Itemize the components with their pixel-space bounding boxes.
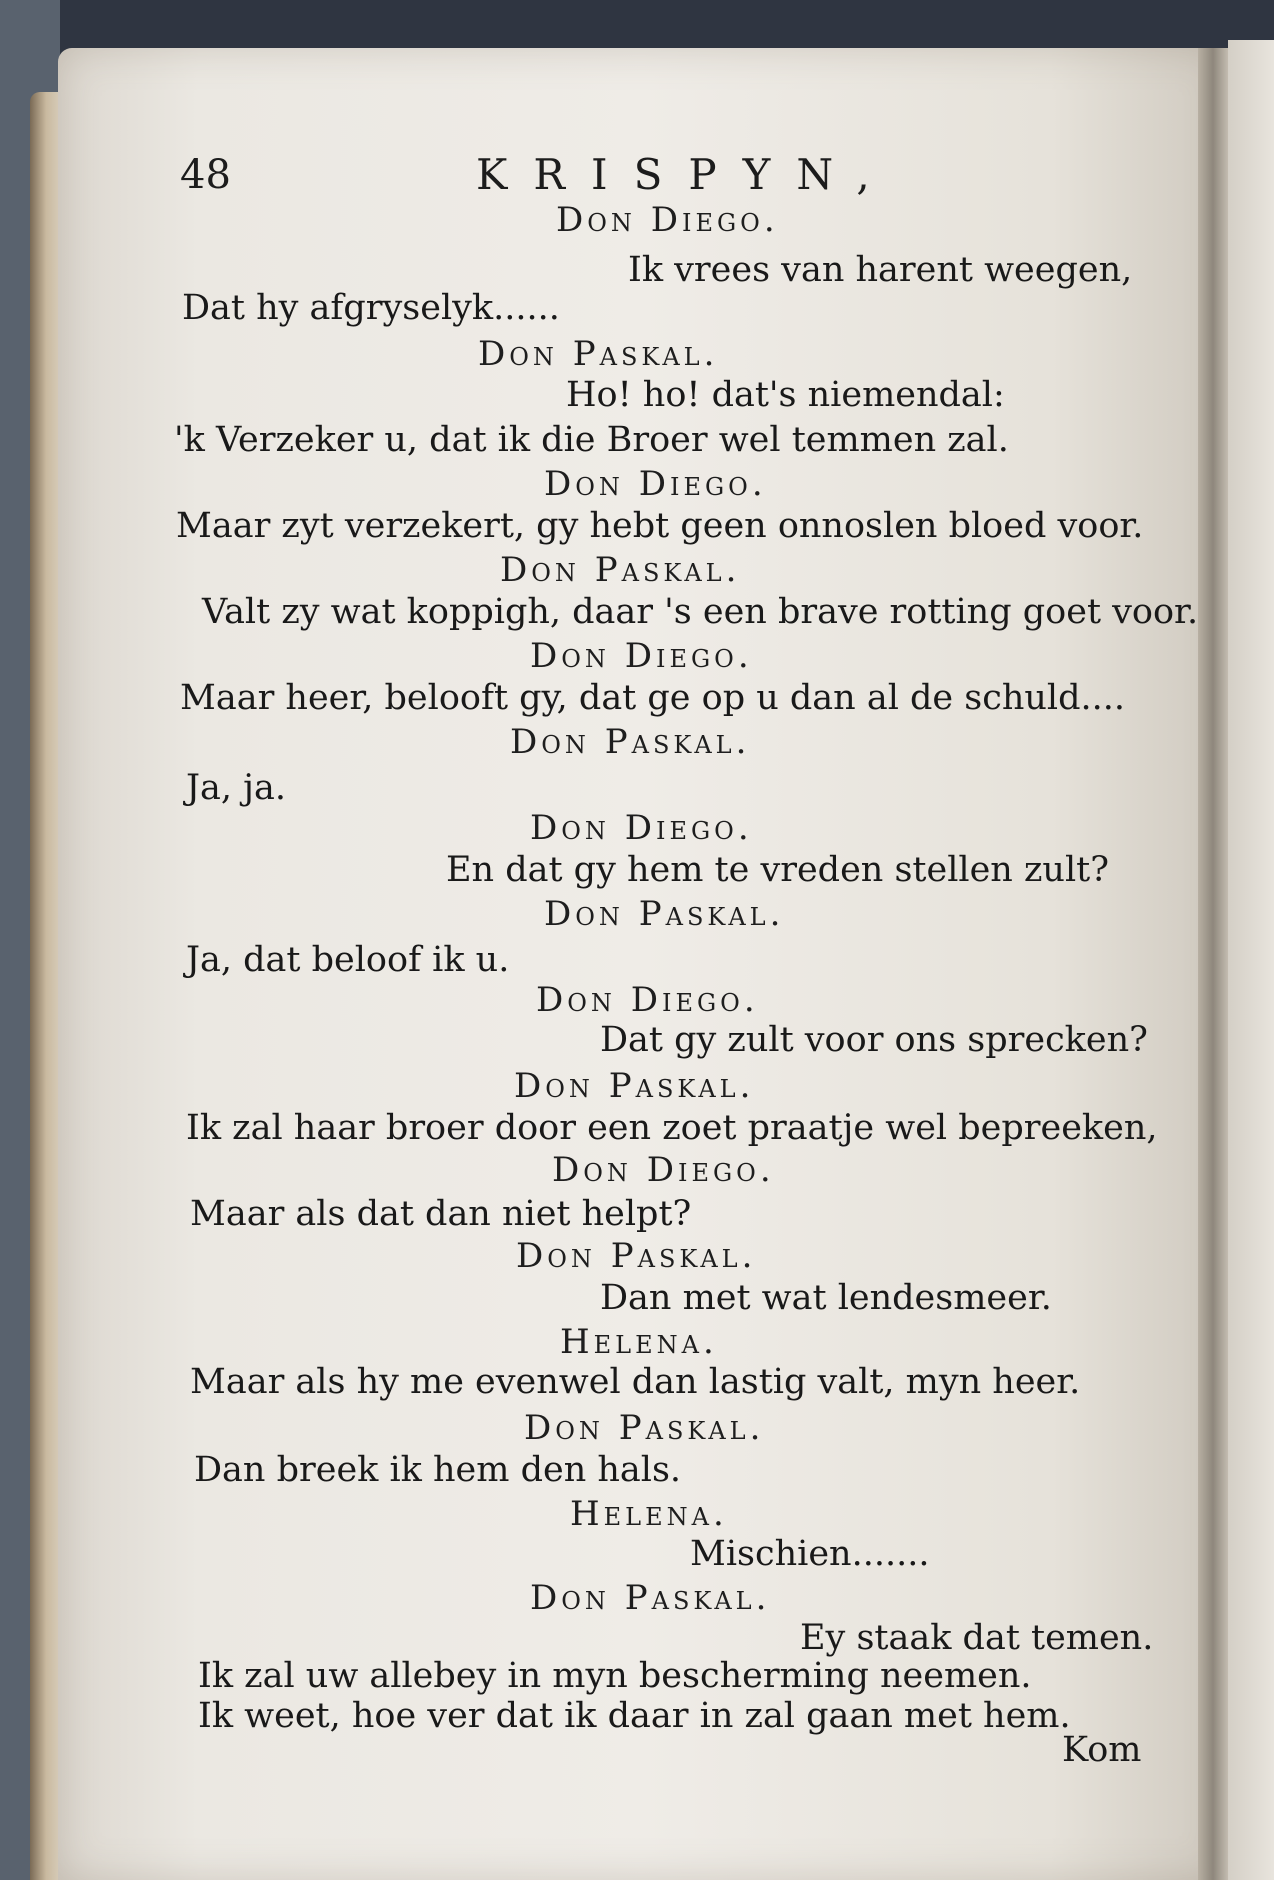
speaker-name: Don Paskal.: [524, 1408, 765, 1448]
speaker-name: Don Paskal.: [514, 1066, 755, 1106]
verse-line: Maar als hy me evenwel dan lastig valt, myn heer.: [190, 1362, 1081, 1402]
running-head: KRISPYN,: [476, 150, 896, 199]
speaker-name: Don Paskal.: [478, 334, 719, 374]
speaker-name: Don Diego.: [530, 636, 753, 676]
book-gutter: [1198, 48, 1228, 1880]
speaker-name: Don Diego.: [552, 1150, 775, 1190]
catchword: Kom: [1062, 1730, 1142, 1770]
verse-line: Maar heer, belooft gy, dat ge op u dan al de schuld....: [180, 678, 1125, 718]
speaker-name: Don Paskal.: [530, 1578, 771, 1618]
speaker-name: Don Paskal.: [510, 722, 751, 762]
verse-line: En dat gy hem te vreden stellen zult?: [446, 850, 1109, 890]
verse-line: Valt zy wat koppigh, daar 's een brave rotting goet voor.: [202, 592, 1199, 632]
page-number: 48: [180, 152, 231, 198]
verse-line: Maar als dat dan niet helpt?: [190, 1194, 692, 1234]
speaker-name: Don Diego.: [536, 980, 759, 1020]
speaker-name: Don Diego.: [544, 464, 767, 504]
verse-line: Dat hy afgryselyk......: [182, 288, 560, 328]
verse-line: Ik zal haar broer door een zoet praatje wel bepreeken,: [186, 1108, 1158, 1148]
speaker-name: Don Diego.: [530, 808, 753, 848]
verse-line: Mischien.......: [690, 1534, 930, 1574]
verse-line: Ho! ho! dat's niemendal:: [566, 375, 1005, 415]
speaker-name: Don Diego.: [556, 200, 779, 240]
verse-line: Dan met wat lendesmeer.: [600, 1278, 1052, 1318]
verse-line: Ik zal uw allebey in myn bescherming neemen.: [198, 1656, 1032, 1696]
verse-line: Maar zyt verzekert, gy hebt geen onnoslen bloed voor.: [176, 506, 1144, 546]
verse-line: Dan breek ik hem den hals.: [194, 1450, 682, 1490]
speaker-name: Helena.: [560, 1322, 718, 1362]
verse-line: Ik weet, hoe ver dat ik daar in zal gaan met hem.: [198, 1696, 1071, 1736]
speaker-name: Don Paskal.: [516, 1236, 757, 1276]
speaker-name: Don Paskal.: [500, 550, 741, 590]
verse-line: Dat gy zult voor ons sprecken?: [600, 1020, 1148, 1060]
verse-line: Ey staak dat temen.: [800, 1618, 1154, 1658]
verse-line: Ik vrees van harent weegen,: [628, 250, 1133, 290]
verse-line: Ja, ja.: [186, 768, 286, 808]
verse-line: Ja, dat beloof ik u.: [186, 940, 510, 980]
speaker-name: Helena.: [570, 1494, 728, 1534]
speaker-name: Don Paskal.: [544, 894, 785, 934]
facing-page-edge: [1228, 40, 1274, 1880]
verse-line: 'k Verzeker u, dat ik die Broer wel temmen zal.: [174, 420, 1009, 460]
